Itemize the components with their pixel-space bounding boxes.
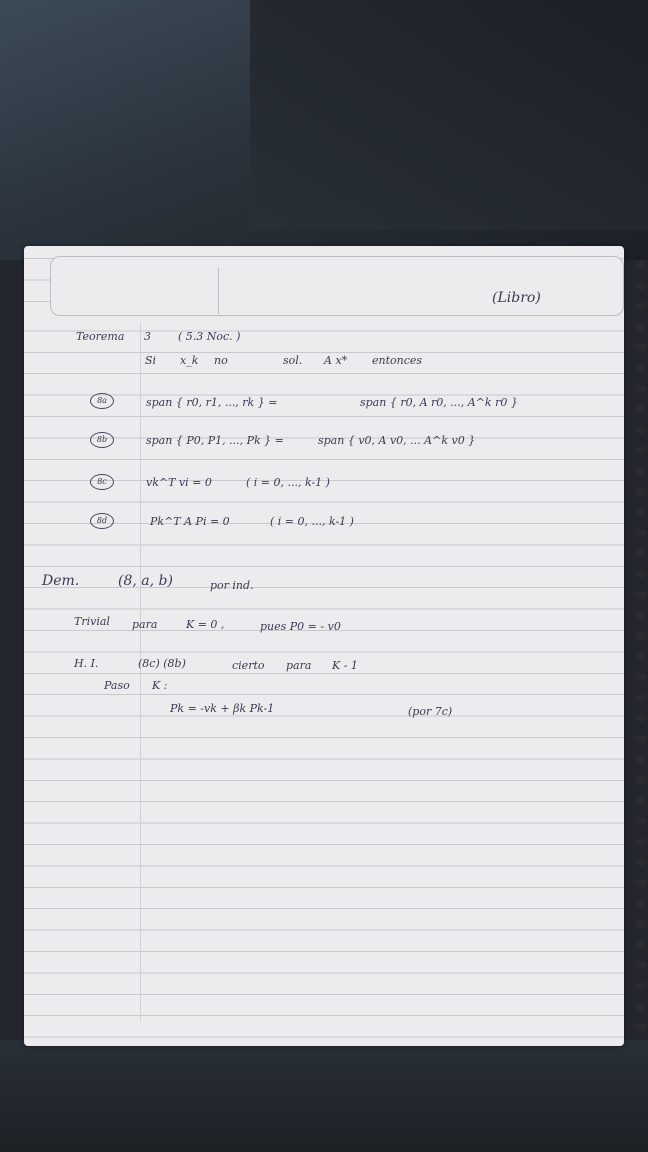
spiral-ring — [636, 508, 646, 516]
spiral-ring — [636, 591, 646, 599]
spiral-ring — [636, 364, 646, 372]
spiral-ring — [636, 529, 646, 537]
trivial-label: Trivial — [74, 615, 110, 628]
statement-text: span { r0, r1, ..., rk } = — [146, 396, 278, 409]
statement-text: vk^T vi = 0 — [146, 476, 212, 489]
theorem-ref: ( 5.3 Noc. ) — [178, 330, 241, 343]
hypothesis-entonces: entonces — [372, 354, 423, 367]
spiral-ring — [636, 920, 646, 928]
hi-cierto: cierto — [232, 659, 265, 672]
spiral-ring — [636, 900, 646, 908]
spiral-ring — [636, 982, 646, 990]
theorem-label: Teorema — [76, 330, 125, 343]
spiral-ring — [636, 755, 646, 763]
spiral-ring — [636, 632, 646, 640]
spiral-ring — [636, 652, 646, 660]
hi-label: H. I. — [74, 657, 99, 670]
statement-rhs: ( i = 0, ..., k-1 ) — [246, 476, 330, 489]
book-note: (Libro) — [492, 290, 541, 306]
statement-tag: 8a — [90, 393, 114, 409]
trivial-text: para — [132, 618, 158, 631]
proof-intro: (8, a, b) — [118, 573, 173, 589]
hypothesis-x: x_k — [180, 354, 199, 367]
trivial-reason: pues P0 = - v0 — [260, 620, 341, 633]
hi-text: (8c) (8b) — [138, 657, 186, 670]
statement-tag: 8d — [90, 513, 114, 529]
statement-tag: 8b — [90, 432, 114, 448]
spiral-ring — [636, 611, 646, 619]
statement-rhs: span { r0, A r0, ..., A^k r0 } — [360, 396, 518, 409]
theorem-number: 3 — [144, 330, 151, 343]
spiral-ring — [636, 797, 646, 805]
spiral-ring — [636, 941, 646, 949]
spiral-ring — [636, 426, 646, 434]
spiral-ring — [636, 858, 646, 866]
spiral-ring — [636, 694, 646, 702]
spiral-ring — [636, 961, 646, 969]
proof-by: por ind. — [210, 579, 254, 592]
statement-rhs: span { v0, A v0, ... A^k v0 } — [318, 434, 476, 447]
statement-rhs: ( i = 0, ..., k-1 ) — [270, 515, 354, 528]
spiral-ring — [636, 323, 646, 331]
hypothesis-sol: sol. — [283, 354, 303, 367]
spiral-ring — [636, 385, 646, 393]
spiral-ring — [636, 673, 646, 681]
spiral-ring — [636, 735, 646, 743]
spiral-ring — [636, 446, 646, 454]
hi-k: K - 1 — [332, 659, 358, 672]
background-bottom — [0, 1040, 648, 1152]
spiral-ring — [636, 343, 646, 351]
hypothesis-si: Si — [145, 354, 157, 367]
page-header-box — [50, 256, 624, 316]
spiral-ring — [636, 838, 646, 846]
statement-text: Pk^T A Pi = 0 — [150, 515, 230, 528]
hi-para: para — [286, 659, 312, 672]
header-divider — [218, 268, 219, 314]
spiral-ring — [636, 817, 646, 825]
spiral-ring — [636, 261, 646, 269]
spiral-ring — [636, 879, 646, 887]
paso-label: Paso — [104, 679, 130, 692]
spiral-ring — [636, 488, 646, 496]
proof-label: Dem. — [42, 573, 80, 589]
spiral-binding — [630, 255, 648, 1045]
trivial-k: K = 0 , — [186, 618, 225, 631]
statement-text: span { P0, P1, ..., Pk } = — [146, 434, 284, 447]
background-shadow — [250, 0, 648, 230]
spiral-ring — [636, 1023, 646, 1031]
spiral-ring — [636, 549, 646, 557]
hypothesis-ax: A x* — [324, 354, 348, 367]
spiral-ring — [636, 405, 646, 413]
spiral-ring — [636, 467, 646, 475]
spiral-ring — [636, 776, 646, 784]
step-equation: Pk = -vk + βk Pk-1 — [170, 702, 275, 715]
spiral-ring — [636, 714, 646, 722]
spiral-ring — [636, 570, 646, 578]
margin-line — [140, 322, 141, 1022]
spiral-ring — [636, 282, 646, 290]
paso-k: K : — [152, 679, 168, 692]
step-reference: (por 7c) — [408, 705, 453, 718]
hypothesis-no: no — [214, 354, 228, 367]
spiral-ring — [636, 1003, 646, 1011]
spiral-ring — [636, 302, 646, 310]
statement-tag: 8c — [90, 474, 114, 490]
